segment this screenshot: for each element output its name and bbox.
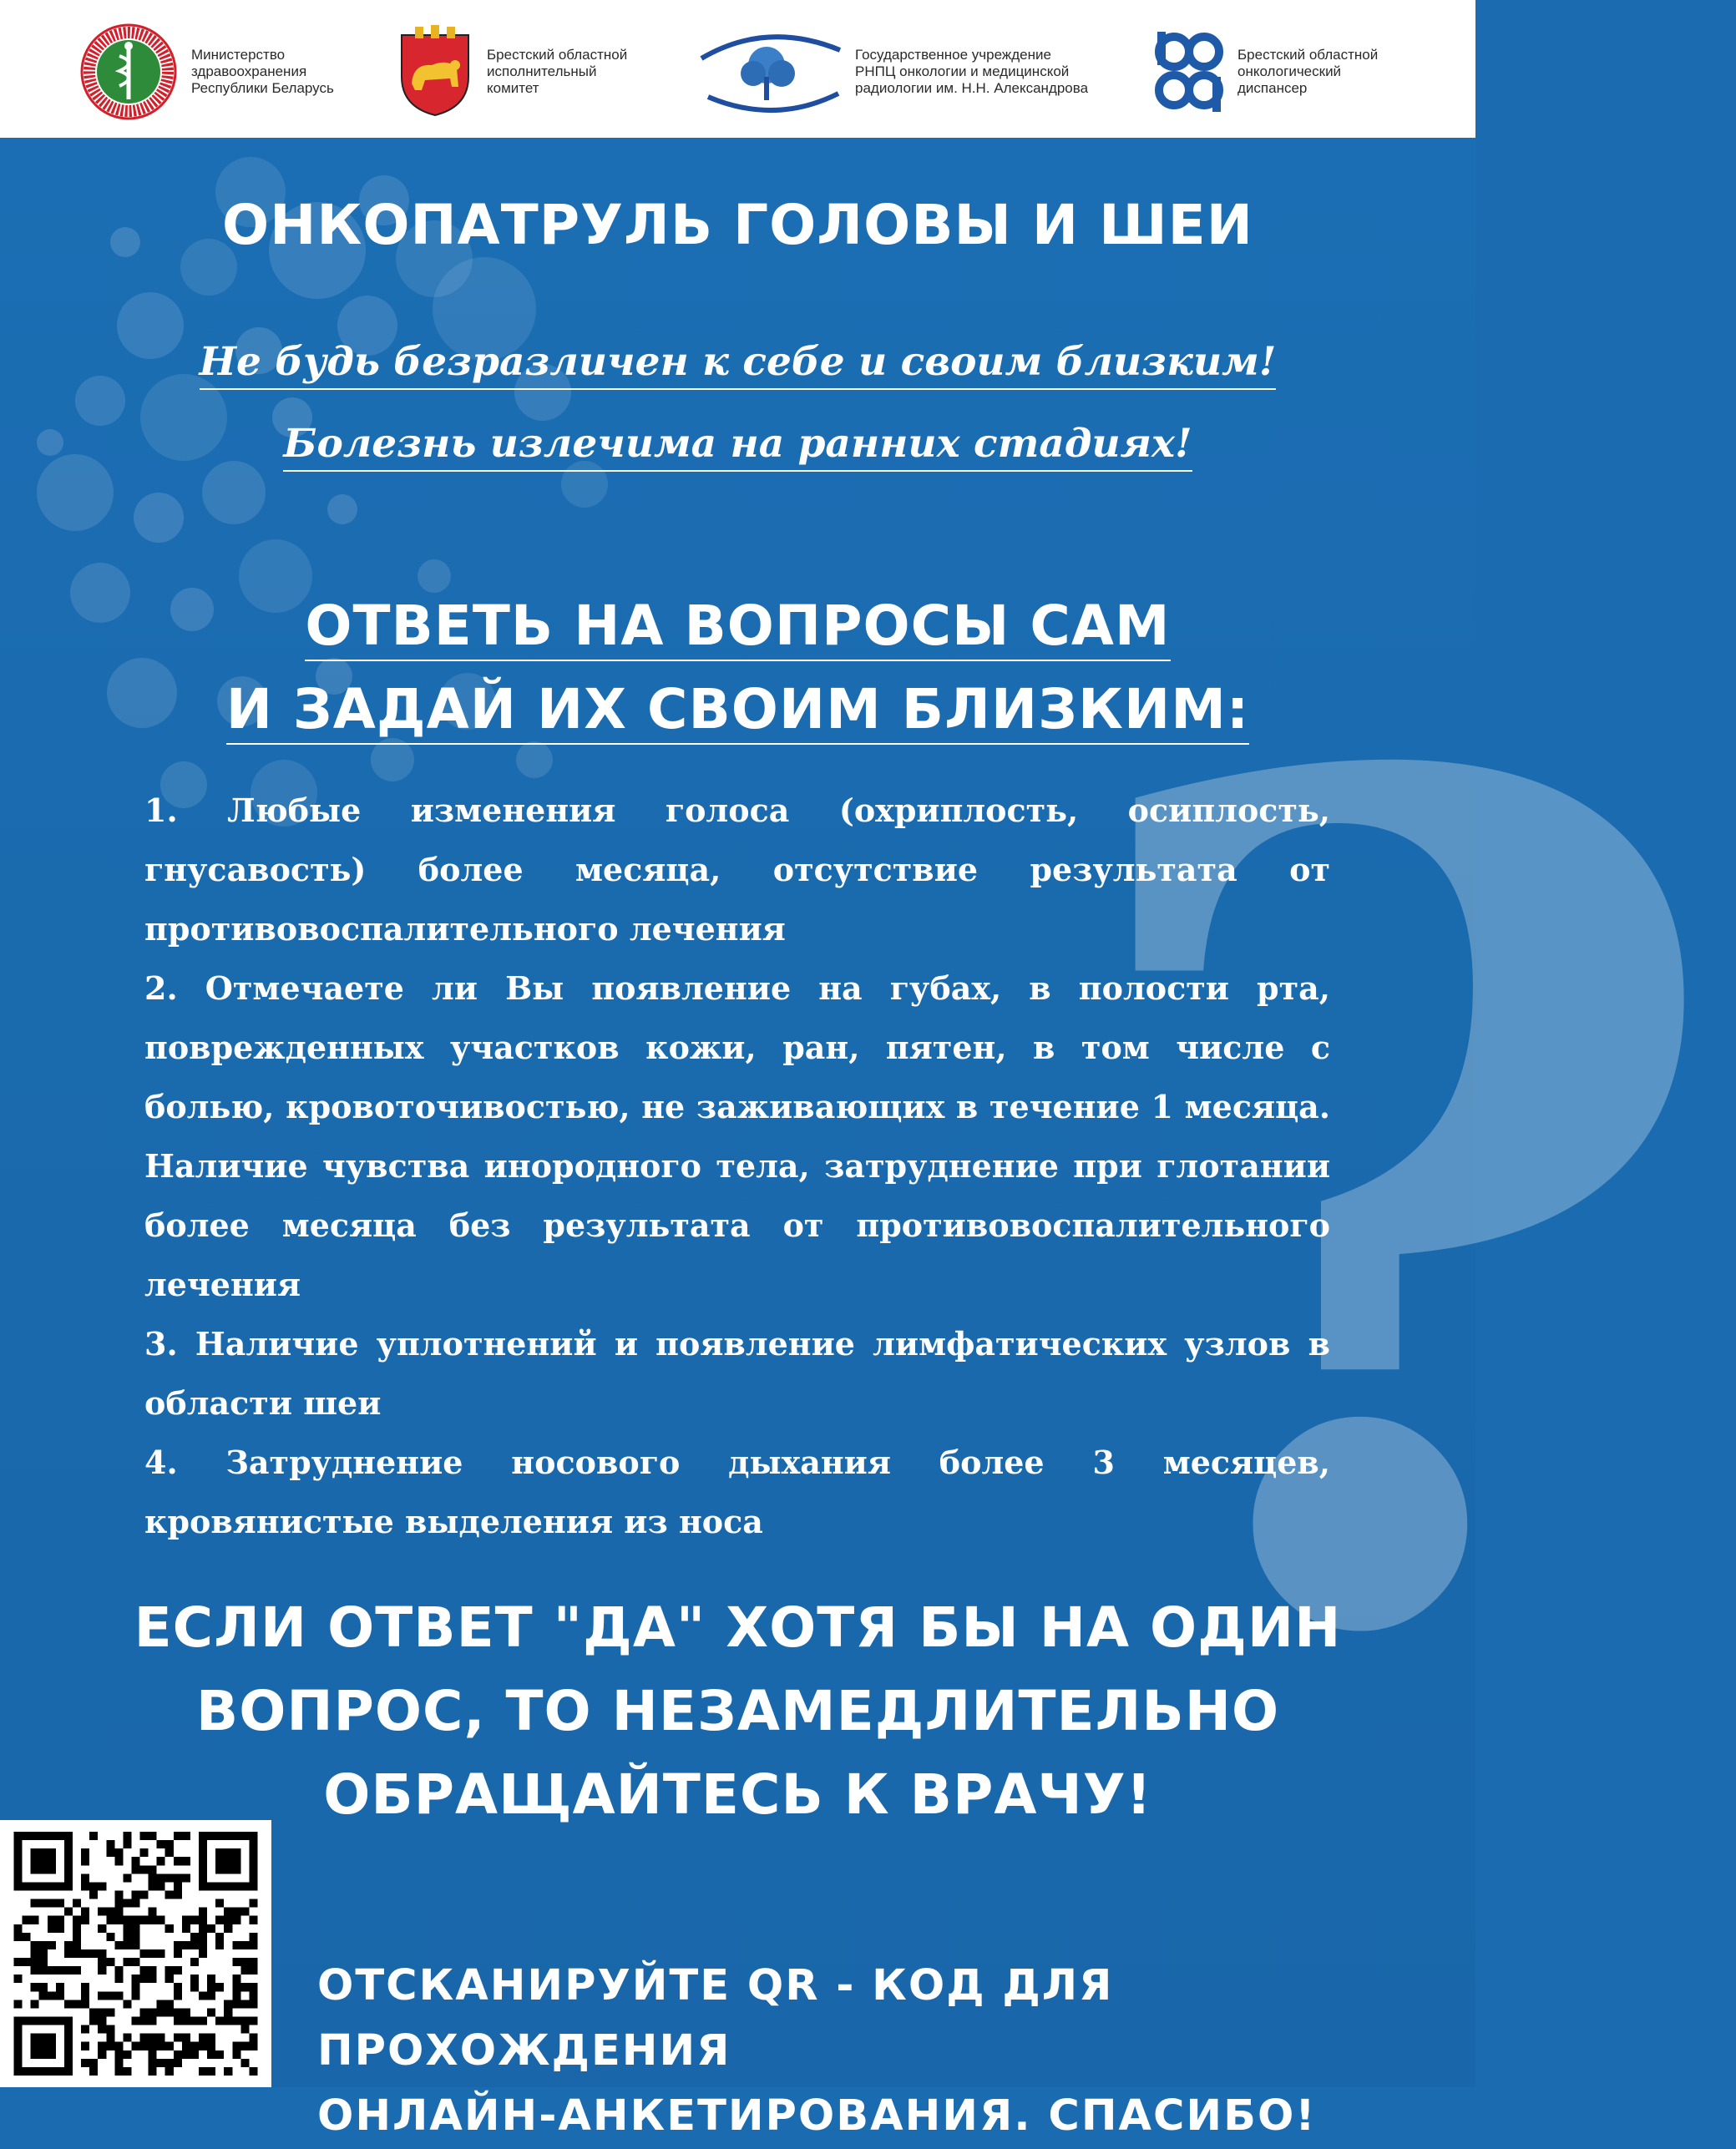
call-to-action-line-1: ЕСЛИ ОТВЕТ "ДА" ХОТЯ БЫ НА ОДИН	[134, 1595, 1342, 1660]
header-logos-bar	[0, 0, 1475, 138]
question-item: 2. Отмечаете ли Вы появление на губах, в полости рта, поврежденных участков кожи, ран, пятен, в том числе с болью, кровоточивостью, не заживающих в течение 1 месяца. Наличие чувства инородного тела, затруднение при глотании более месяца без результата от противовоспалительного лечения	[144, 969, 1330, 1303]
answer-heading	[0, 584, 1475, 751]
slogan	[0, 321, 1475, 485]
slogan-line-2: Болезнь излечима на ранних стадиях!	[283, 421, 1192, 472]
qr-code[interactable]	[0, 1820, 271, 2087]
call-to-action	[84, 1586, 1392, 1837]
question-item: 3. Наличие уплотнений и появление лимфатических узлов в области шеи	[144, 1325, 1330, 1422]
logo-bood-text: Брестский областной онкологический диспансер	[1237, 46, 1379, 96]
logo-ministry-health	[79, 23, 334, 119]
logo-ministry-health-text: Министерство здравоохранения Республики Беларусь	[191, 46, 334, 96]
slogan-line-1: Не будь безразличен к себе и своим близким!	[200, 339, 1277, 390]
scan-instruction	[317, 1954, 1428, 2149]
logo-brest-committee-text: Брестский областной исполнительный комитет	[487, 46, 628, 96]
call-to-action-line-3: ОБРАЩАЙТЕСЬ К ВРАЧУ!	[323, 1762, 1152, 1827]
question-mark-decoration: ?	[1060, 533, 1736, 1887]
question-item: 1. Любые изменения голоса (охриплость, осиплость, гнусавость) более месяца, отсутствие результата от противовоспалительного лечения	[144, 791, 1330, 948]
scan-instruction-line-2: ОНЛАЙН-АНКЕТИРОВАНИЯ. СПАСИБО!	[317, 2091, 1317, 2141]
logo-brest-committee	[397, 23, 627, 119]
answer-heading-line-1: ОТВЕТЬ НА ВОПРОСЫ САМ	[305, 594, 1170, 661]
ministry-health-emblem-icon	[79, 23, 178, 121]
bood-logo-icon	[1154, 30, 1224, 114]
answer-heading-line-2: И ЗАДАЙ ИХ СВОИМ БЛИЗКИМ:	[226, 677, 1250, 745]
brest-coat-of-arms-icon	[397, 25, 473, 119]
logo-bood	[1154, 23, 1378, 119]
questions-list	[144, 781, 1330, 1551]
question-item: 4. Затруднение носового дыхания более 3 месяцев, кровянистые выделения из носа	[144, 1444, 1330, 1540]
logo-rnpc-oncology	[700, 23, 1088, 119]
scan-instruction-line-1: ОТСКАНИРУЙТЕ QR - КОД ДЛЯ ПРОХОЖДЕНИЯ	[317, 1961, 1114, 2076]
qr-code-icon	[12, 1832, 260, 2076]
rnpc-oncology-tree-icon	[700, 25, 842, 119]
poster-title: ОНКОПАТРУЛЬ ГОЛОВЫ И ШЕИ	[222, 193, 1253, 257]
call-to-action-line-2: ВОПРОС, ТО НЕЗАМЕДЛИТЕЛЬНО	[195, 1679, 1280, 1743]
logo-rnpc-oncology-text: Государственное учреждение РНПЦ онкологии и медицинской радиологии им. Н.Н. Александрова	[855, 46, 1089, 96]
